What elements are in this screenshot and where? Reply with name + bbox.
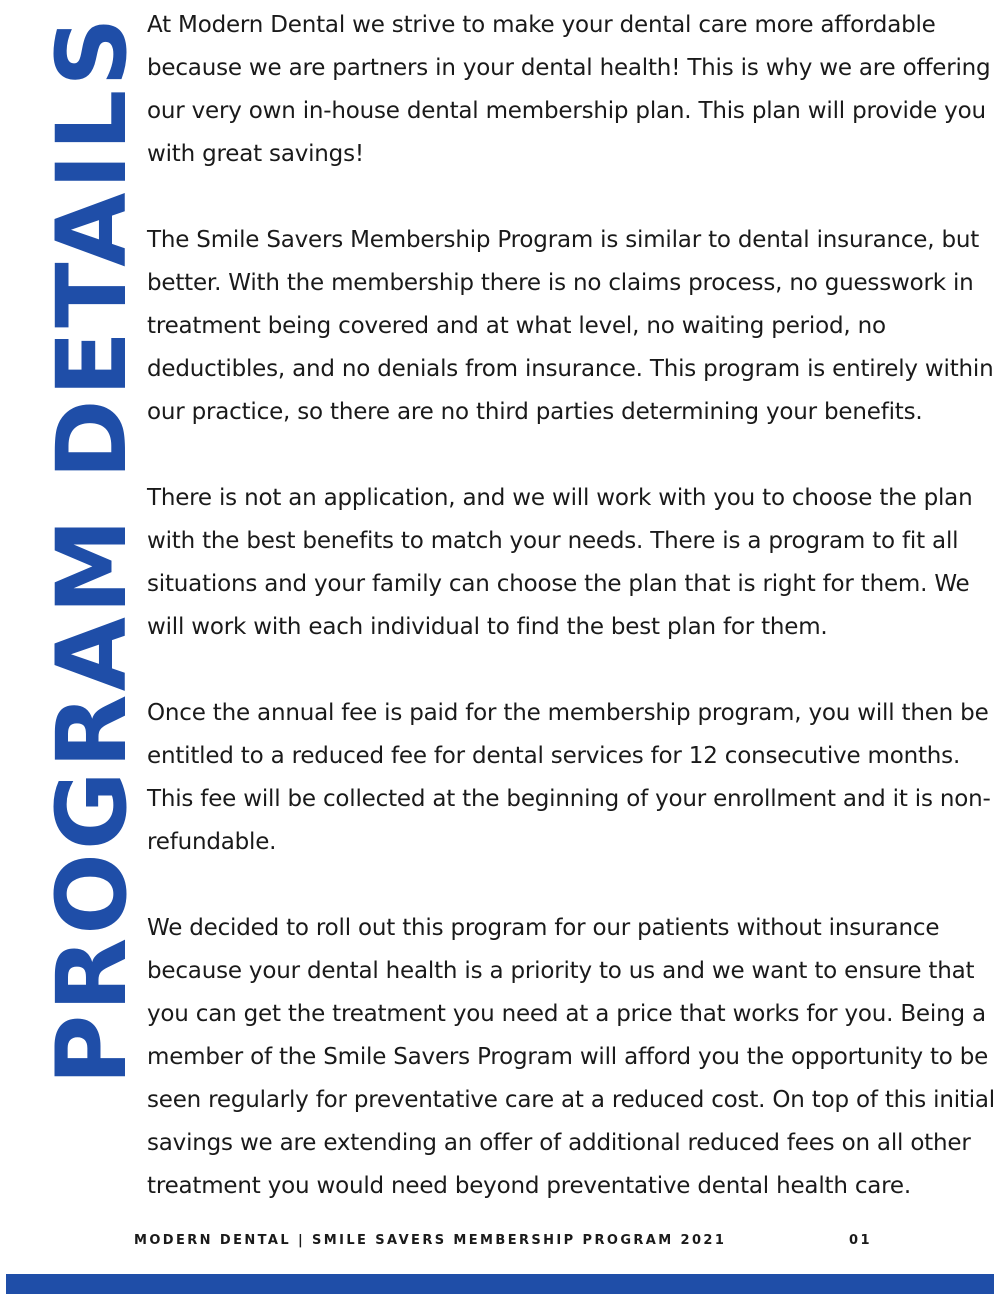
page-number: 01 <box>849 1233 872 1248</box>
paragraph-application: There is not an application, and we will work with you to choose the plan with the best benefits to match your needs. There is a program to fit all situations and your family can choose the plan that is right for them. We will work with each individual to find the best plan for them. <box>147 485 973 640</box>
paragraph-intro: At Modern Dental we strive to make your dental care more affordable because we are partners in your dental health! This is why we are offering our very own in-house dental membership plan. This plan will provide you with great savings! <box>147 12 991 167</box>
body-text <box>147 4 995 1251</box>
paragraph-purpose: We decided to roll out this program for our patients without insurance because your dental health is a priority to us and we want to ensure that you can get the treatment you need at a price that works for you. Being a member of the Smile Savers Program will afford you the opportunity to be seen regularly for preventative care at a reduced cost. On top of this initial savings we are extending an offer of additional reduced fees on all other treatment you would need beyond preventative dental health care. <box>147 915 995 1199</box>
page-title: PROGRAM DETAILS <box>36 14 148 1085</box>
footer-accent-bar <box>6 1274 994 1294</box>
footer-text: MODERN DENTAL | SMILE SAVERS MEMBERSHIP PROGRAM 2021 <box>134 1233 727 1248</box>
paragraph-fee: Once the annual fee is paid for the membership program, you will then be entitled to a reduced fee for dental services for 12 consecutive months. This fee will be collected at the beginning of your enrollment and it is non-refundable. <box>147 700 991 855</box>
paragraph-comparison: The Smile Savers Membership Program is similar to dental insurance, but better. With the membership there is no claims process, no guesswork in treatment being covered and at what level, no waiting period, no deductibles, and no denials from insurance. This program is entirely within our practice, so there are no third parties determining your benefits. <box>147 227 994 425</box>
